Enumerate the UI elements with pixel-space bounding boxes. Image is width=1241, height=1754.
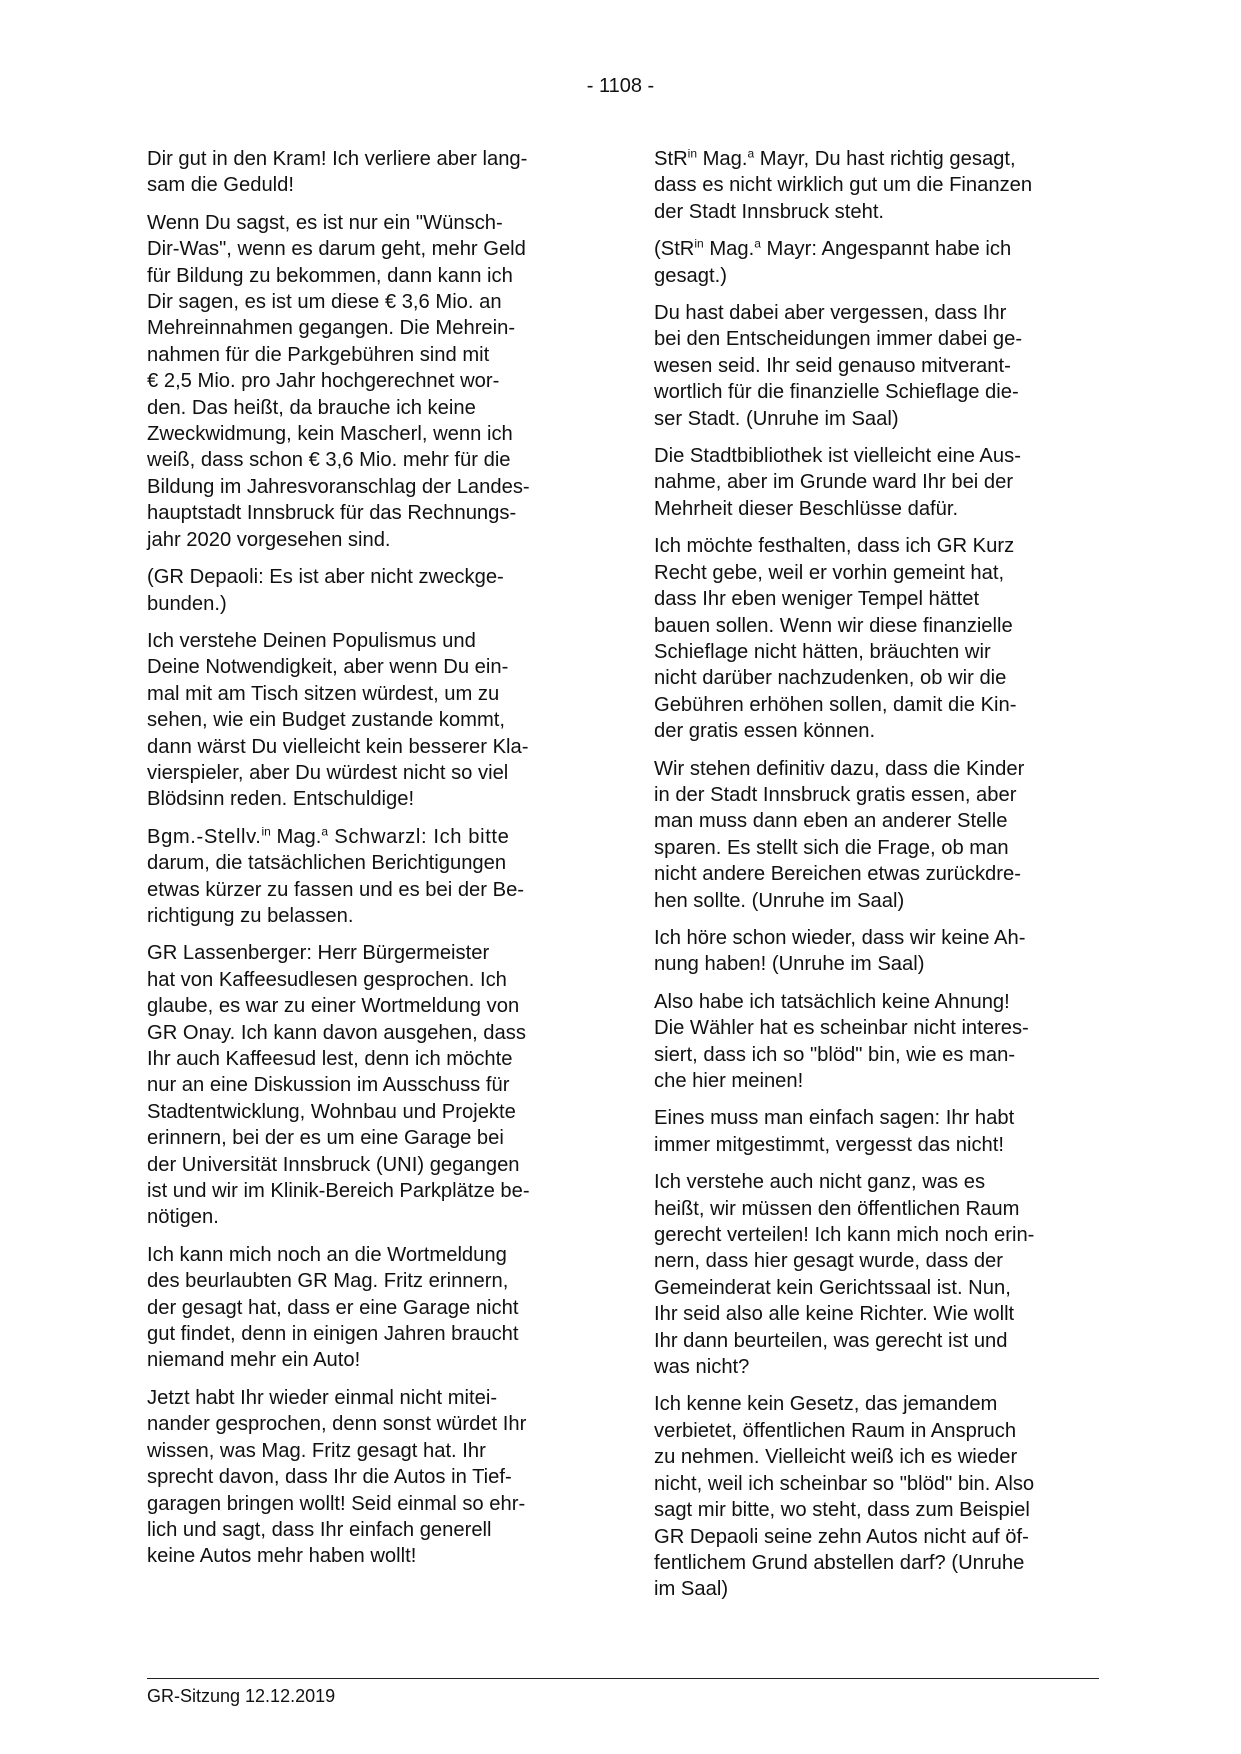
- footer-divider: [147, 1678, 1099, 1679]
- superscript: a: [321, 824, 329, 839]
- superscript: in: [687, 146, 697, 161]
- speaker-title: StR: [654, 148, 688, 170]
- superscript: a: [747, 146, 755, 161]
- superscript: in: [694, 236, 704, 251]
- speaker-title: Bgm.-Stellv.: [147, 825, 262, 848]
- paragraph: Ich verstehe Deinen Populismus und Deine Notwendigkeit, aber wenn Du ein- mal mit am Tisch sitzen würdest, um zu sehen, wie ein Budget zustande kommt, dann wärst Du vielleicht kein besserer Kla- vierspieler, aber Du würdest nicht so viel Blödsinn reden. Entschuldige!: [147, 629, 529, 811]
- speaker-title: Mag.: [697, 148, 748, 170]
- superscript: a: [754, 236, 761, 251]
- paragraph: Ich kenne kein Gesetz, das jemandem verbietet, öffentlichen Raum in Anspruch zu nehmen. Vielleicht weiß ich es wieder nicht, weil ich scheinbar so "blöd" bin. Also sagt mir bitte, wo steht, dass zum Beispiel GR Depaoli seine zehn Autos nicht auf öf- fentlichem Grund abstellen darf? (Unruhe im Saal): [654, 1393, 1035, 1601]
- paragraph-text: dass es nicht wirklich gut um die Finanzen der Stadt Innsbruck steht.: [654, 174, 1033, 223]
- paragraph: Ich kann mich noch an die Wortmeldung des beurlaubten GR Mag. Fritz erinnern, der gesagt hat, dass er eine Garage nicht gut findet, denn in einigen Jahren braucht niemand mehr ein Auto!: [147, 1243, 519, 1372]
- right-column: [654, 146, 1099, 1614]
- paragraph: Ich höre schon wieder, dass wir keine Ah- nung haben! (Unruhe im Saal): [654, 926, 1026, 976]
- left-column: [147, 146, 587, 1581]
- speaker-title: Mag.: [270, 825, 322, 848]
- paragraph: Du hast dabei aber vergessen, dass Ihr bei den Entscheidungen immer dabei ge- wesen seid. Ihr seid genauso mitverant- wortlich für die finanzielle Schieflage die- ser Stadt. (Unruhe im Saal): [654, 302, 1023, 430]
- paragraph: Ich möchte festhalten, dass ich GR Kurz Recht gebe, weil er vorhin gemeint hat, dass Ihr eben weniger Tempel hättet bauen sollen. Wenn wir diese finanzielle Schieflage nicht hätten, bräuchten wir nicht darüber nachzudenken, ob wir die Gebühren erhöhen sollen, damit die Kin- der gratis essen können.: [654, 535, 1017, 743]
- paragraph: Also habe ich tatsächlich keine Ahnung! Die Wähler hat es scheinbar nicht interes- siert, dass ich so "blöd" bin, wie es man- che hier meinen!: [654, 990, 1029, 1092]
- paragraph-mayr-address: [654, 146, 1099, 225]
- paragraph: Die Stadtbibliothek ist vielleicht eine Aus- nahme, aber im Grunde ward Ihr bei der Mehrheit dieser Beschlüsse dafür.: [654, 445, 1021, 520]
- paragraph-text: darum, die tatsächlichen Berichtigungen etwas kürzer zu fassen und es bei der Be- richtigung zu belassen.: [147, 852, 525, 927]
- interjection-depaoli: (GR Depaoli: Es ist aber nicht zweckge- bunden.): [147, 566, 504, 615]
- speaker-paragraph-lassenberger: GR Lassenberger: Herr Bürgermeister hat von Kaffeesudlesen gesprochen. Ich glaube, es war zu einer Wortmeldung von GR Onay. Ich kann davon ausgehen, dass Ihr auch Kaffeesud lest, denn ich möchte nur an eine Diskussion im Ausschuss für Stadtentwicklung, Wohnbau und Projekte erinnern, bei der es um eine Garage bei der Universität Innsbruck (UNI) gegangen ist und wir im Klinik-Bereich Parkplätze be- nötigen.: [147, 942, 530, 1229]
- speaker-paragraph-schwarzl: [147, 824, 587, 930]
- paragraph-text: Mayr: Angespannt habe ich gesagt.): [654, 238, 1012, 287]
- paragraph: Eines muss man einfach sagen: Ihr habt immer mitgestimmt, vergesst das nicht!: [654, 1107, 1015, 1156]
- superscript: in: [261, 824, 271, 839]
- speaker-text: Schwarzl: Ich bitte: [328, 825, 510, 848]
- paragraph: Wenn Du sagst, es ist nur ein "Wünsch- Dir-Was", wenn es darum geht, mehr Geld für Bildung zu bekommen, dann kann ich Dir sagen, es ist um diese € 3,6 Mio. an Mehreinnahmen gegangen. Die Mehrein- nahmen für die Parkgebühren sind mit € 2,5 Mio. pro Jahr hochgerechnet wor- den. Das heißt, da brauche ich keine Zweckwidmung, kein Mascherl, wenn ich weiß, dass schon € 3,6 Mio. mehr für die Bildung im Jahresvoranschlag der Landes- hauptstadt Innsbruck für das Rechnungs- jahr 2020 vorgesehen sind.: [147, 211, 530, 551]
- paragraph: Wir stehen definitiv dazu, dass die Kinder in der Stadt Innsbruck gratis essen, aber man muss dann eben an anderer Stelle sparen. Es stellt sich die Frage, ob man nicht andere Bereichen etwas zurückdre- hen sollte. (Unruhe im Saal): [654, 757, 1025, 912]
- page-number: - 1108 -: [586, 75, 655, 97]
- speaker-title: Mag.: [703, 238, 755, 261]
- paragraph: Dir gut in den Kram! Ich verliere aber lang- sam die Geduld!: [147, 148, 528, 197]
- paragraph-text: Mayr, Du hast richtig gesagt,: [754, 148, 1016, 170]
- interjection-mayr: [654, 236, 1099, 289]
- speaker-title: (StR: [654, 238, 695, 261]
- paragraph: Ich verstehe auch nicht ganz, was es heißt, wir müssen den öffentlichen Raum gerecht verteilen! Ich kann mich noch erin- nern, dass hier gesagt wurde, dass der Gemeinderat kein Gerichtssaal ist. Nun, Ihr seid also alle keine Richter. Wie wollt Ihr dann beurteilen, was gerecht ist und was nicht?: [654, 1171, 1035, 1379]
- paragraph: Jetzt habt Ihr wieder einmal nicht mitei- nander gesprochen, denn sonst würdet Ihr wissen, was Mag. Fritz gesagt hat. Ihr sprecht davon, dass Ihr die Autos in Tief- garagen bringen wollt! Seid einmal so ehr- lich und sagt, dass Ihr einfach generell keine Autos mehr haben wollt!: [147, 1386, 527, 1568]
- footer-session-date: GR-Sitzung 12.12.2019: [147, 1686, 336, 1706]
